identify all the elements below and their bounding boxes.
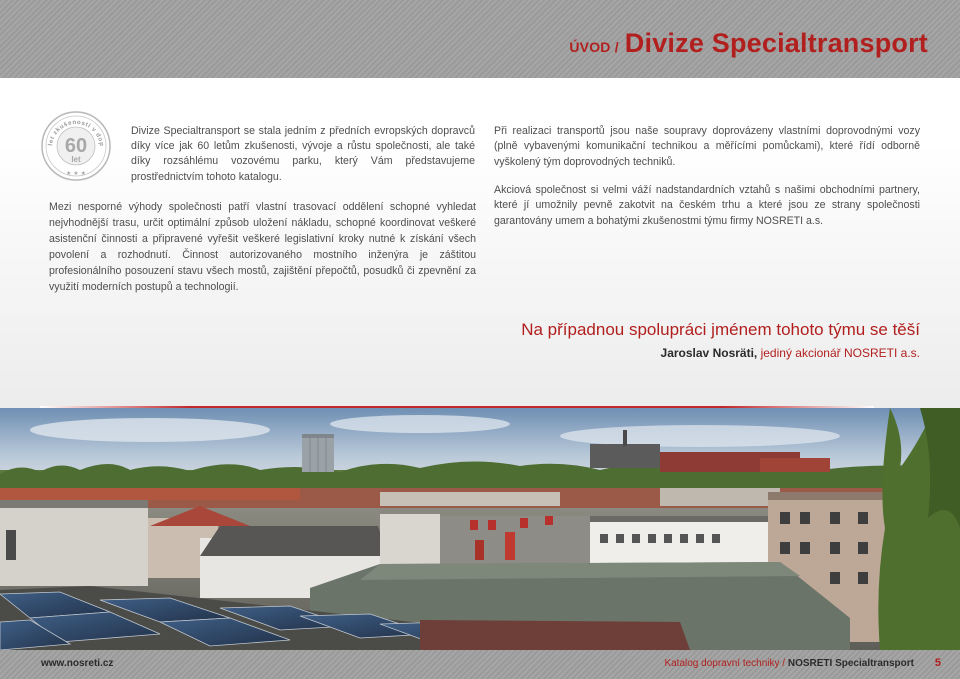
seal-arc-text: let zkušeností v dop <box>47 118 106 148</box>
footer-division: NOSRETI Specialtransport <box>787 658 914 669</box>
page-title <box>569 28 928 59</box>
seal-number: 60 <box>64 135 88 157</box>
page-footer <box>0 650 960 679</box>
anniversary-seal-icon <box>40 110 112 182</box>
closing-quote: Na případnou spolupráci jménem tohoto týmu se těší <box>521 320 920 339</box>
partners-paragraph: Akciová společnost si velmi váží nadstandardních vztahů s našimi obchodními partnery, které jí umožnily pevně zakotvit na českém trhu a které jsou ze strany společnosti garantovány umem a bohatými zkušenostmi týmu firmy NOSRETI a.s. <box>494 184 920 227</box>
intro-paragraph: Divize Specialtransport se stala jedním z předních evropských dopravců díky více jak 60 letům zkušenosti, vývoje a růstu společnosti, ale také díky rozsáhlému vozovému parku, který Vám představujeme prostřednictvím tohoto katalogu. <box>131 125 475 183</box>
signature-role: jediný akcionář NOSRETI a.s. <box>760 346 920 360</box>
company-premises-photo <box>0 408 960 650</box>
title-main: Divize Specialtransport <box>624 28 928 58</box>
signature <box>500 346 920 360</box>
website-link[interactable]: www.nosreti.cz <box>41 658 114 669</box>
advantages-paragraph: Mezi nesporné výhody společnosti patří vlastní trasovací oddělení schopné vyhledat nejvhodnější trasu, určit optimální způsob uložení nákladu, schopné koordinovat veškeré asistenční činnosti a připravené vyřešit veškeré legislativní kroky nutné k získání všech povolení a rozhodnutí. Činnost autorizovaného mostního inženýra je záštitou profesionálního posouzení stavu všech mostů, zajištění přepočtů, posudků či zpevnění za využití moderních postupů a technologií. <box>49 201 476 294</box>
page-number: 5 <box>934 657 941 669</box>
footer-catalog-label <box>664 658 914 669</box>
footer-catalog: Katalog dopravní techniky / <box>664 658 786 669</box>
escort-paragraph: Při realizaci transportů jsou naše soupravy doprovázeny vlastními doprovodnými vozy (plně vybavenými komunikační technikou a měřícími pomůckami), které řídí odborně vyškolený tým doprovodných techniků. <box>494 125 920 168</box>
svg-text:★ ★ ★: ★ ★ ★ <box>66 170 86 177</box>
title-prefix: ÚVOD / <box>569 39 619 55</box>
page-header <box>0 0 960 78</box>
signature-name: Jaroslav Nosräti, <box>660 346 758 360</box>
seal-unit: let <box>71 155 81 164</box>
